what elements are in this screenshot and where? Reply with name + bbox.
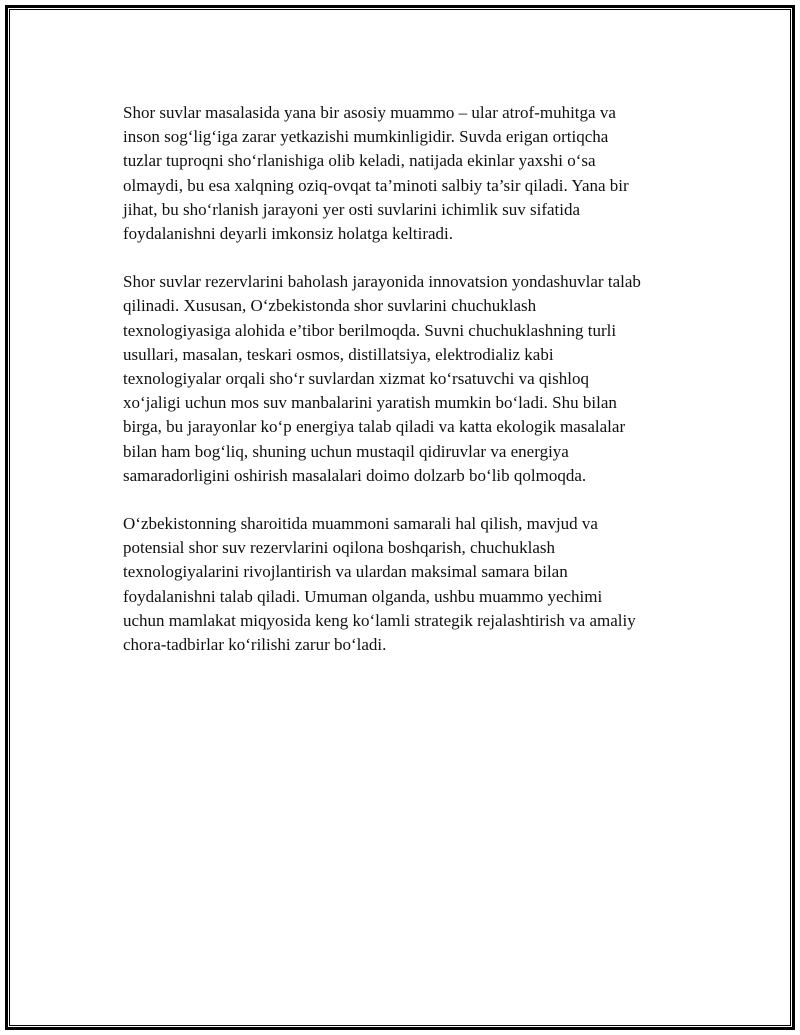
paragraph: Shor suvlar masalasida yana bir asosiy muammo – ular atrof-muhitga va inson sog‘lig‘iga zarar yetkazishi mumkinligidir. Suvda erigan ortiqcha tuzlar tuproqni sho‘rlanishiga olib keladi, natijada ekinlar yaxshi o‘sa olmaydi, bu esa xalqning oziq-ovqat ta’minoti salbiy ta’sir qiladi. Yana bir jihat, bu sho‘rlanish jarayoni yer osti suvlarini ichimlik suv sifatida foydalanishni deyarli imkonsiz holatga keltiradi. [123,103,629,244]
page-frame [5,5,795,1030]
paragraph: O‘zbekistonning sharoitida muammoni samarali hal qilish, mavjud va potensial shor suv rezervlarini oqilona boshqarish, chuchuklash texnologiyalarini rivojlantirish va ulardan maksimal samara bilan foydalanishni talab qiladi. Umuman olganda, ushbu muammo yechimi uchun mamlakat miqyosida keng ko‘lamli strategik rejalashtirish va amaliy chora-tadbirlar ko‘rilishi zarur bo‘ladi. [123,514,636,655]
paragraph: Shor suvlar rezervlarini baholash jarayonida innovatsion yondashuvlar talab qilinadi. Xususan, O‘zbekistonda shor suvlarini chuchuklash texnologiyasiga alohida e’tibor berilmoqda. Suvni chuchuklashning turli usullari, masalan, teskari osmos, distillatsiya, elektrodializ kabi texnologiyalar orqali sho‘r suvlardan xizmat ko‘rsatuvchi va qishloq xo‘jaligi uchun mos suv manbalarini yaratish mumkin bo‘ladi. Shu bilan birga, bu jarayonlar ko‘p energiya talab qiladi va katta ekologik masalalar bilan ham bog‘liq, shuning uchun mustaqil qidiruvlar va energiya samaradorligini oshirish masalalari doimo dolzarb bo‘lib qolmoqda. [123,272,641,485]
document-body [123,101,703,681]
